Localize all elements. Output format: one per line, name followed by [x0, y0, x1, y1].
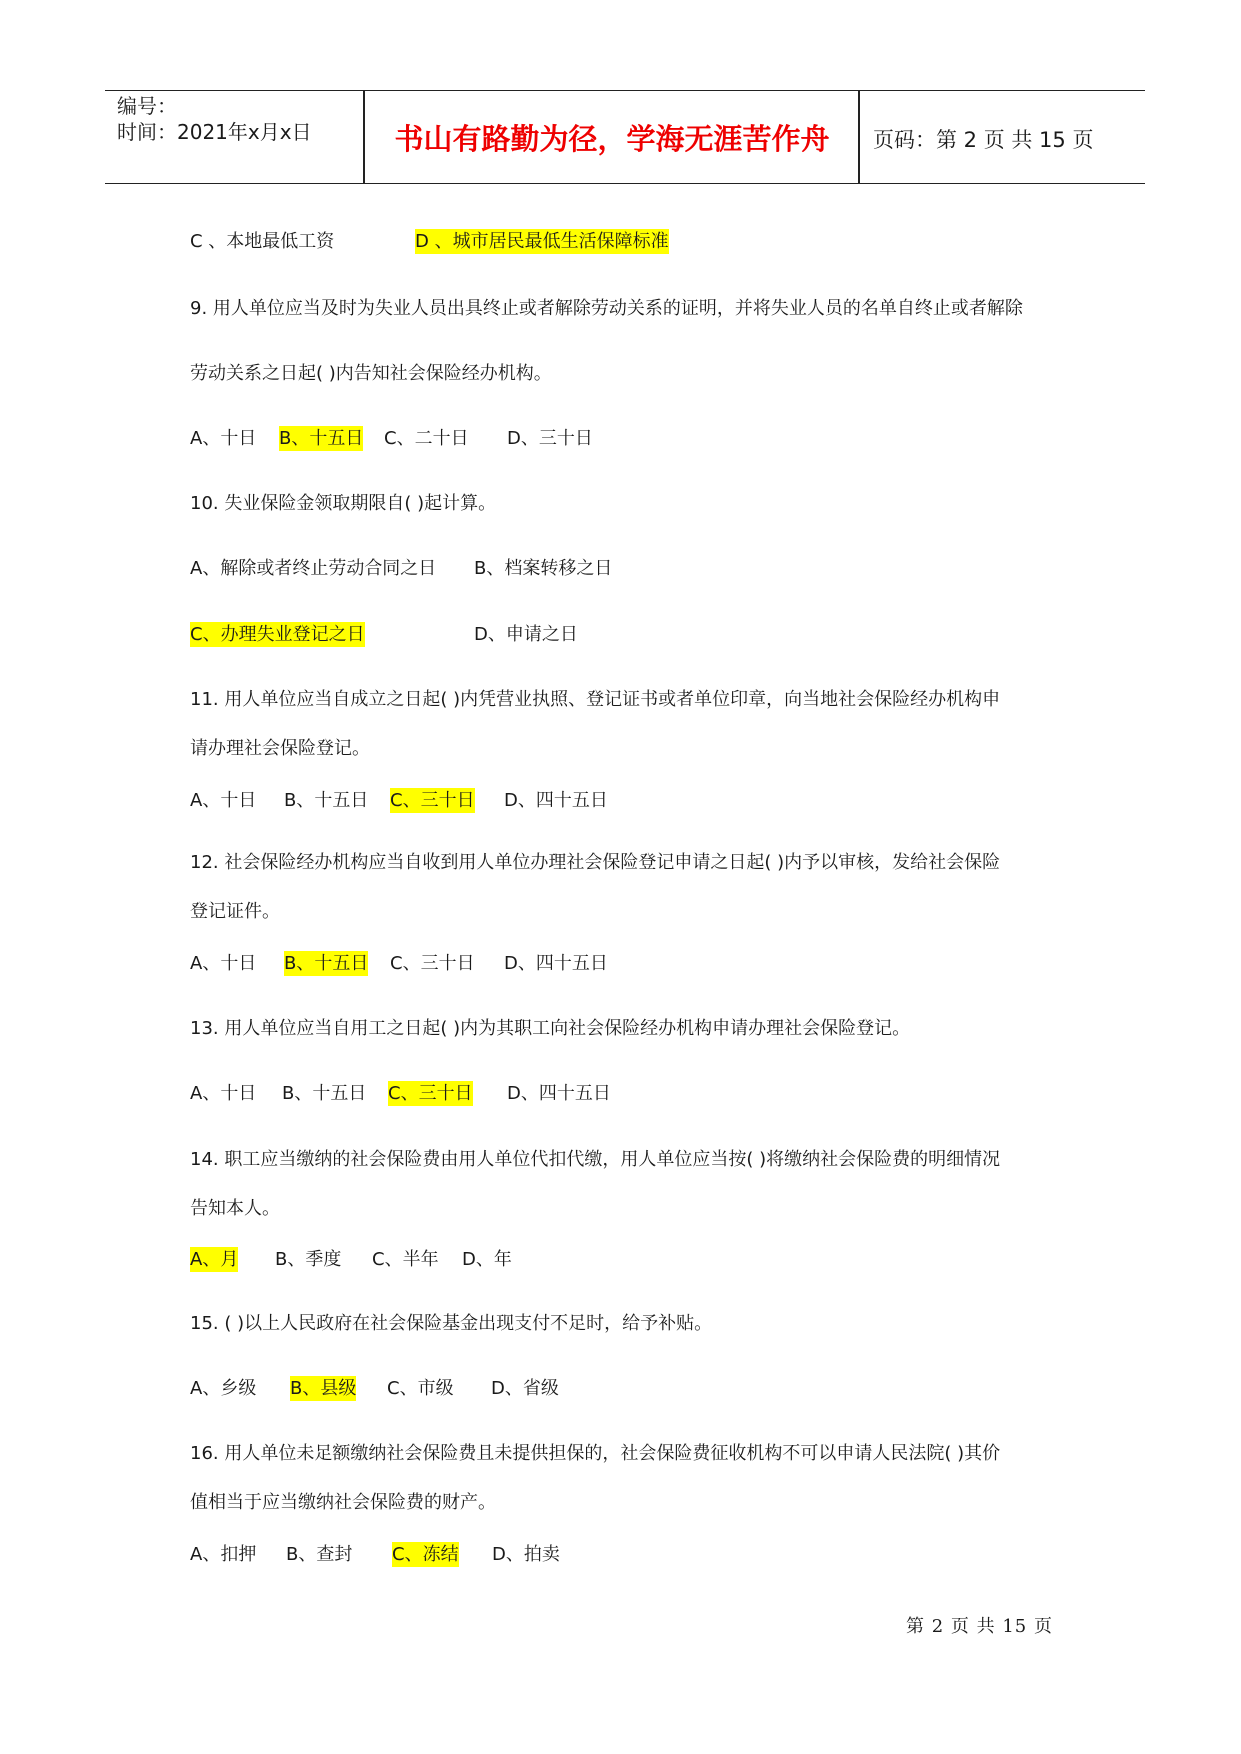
time-label: 时间：2021年x月x日 — [117, 120, 312, 144]
q15-option-d: D、省级 — [491, 1378, 559, 1399]
q10-option-b: B、档案转移之日 — [474, 558, 613, 579]
q15-option-c: C、市级 — [387, 1378, 454, 1399]
q13-option-b: B、十五日 — [282, 1083, 367, 1104]
q16-option-d: D、拍卖 — [492, 1544, 560, 1565]
q16-option-a: A、扣押 — [190, 1544, 257, 1565]
header-meta — [117, 93, 312, 145]
page-footer: 第 2 页 共 15 页 — [906, 1616, 1053, 1637]
q11-option-c-answer: C、三十日 — [390, 790, 475, 811]
q12-option-c: C、三十日 — [390, 953, 475, 974]
q12-text-line1: 12. 社会保险经办机构应当自收到用人单位办理社会保险登记申请之日起( )内予以审核，发给社会保险 — [190, 852, 1001, 873]
q13-option-a: A、十日 — [190, 1083, 257, 1104]
q12-text-line2: 登记证件。 — [190, 901, 280, 922]
q14-text-line2: 告知本人。 — [190, 1198, 280, 1219]
q10-option-c-answer: C、办理失业登记之日 — [190, 624, 365, 645]
q16-option-b: B、查封 — [286, 1544, 353, 1565]
q14-text-line1: 14. 职工应当缴纳的社会保险费由用人单位代扣代缴，用人单位应当按( )将缴纳社会保险费的明细情况 — [190, 1149, 1001, 1170]
page-header — [105, 90, 1145, 184]
q9-text-line2: 劳动关系之日起( )内告知社会保险经办机构。 — [190, 363, 552, 384]
q15-option-b-answer: B、县级 — [290, 1378, 357, 1399]
q9-option-d: D、三十日 — [507, 428, 593, 449]
header-motto: 书山有路勤为径，学海无涯苦作舟 — [394, 122, 830, 156]
q14-option-a-answer: A、月 — [190, 1249, 239, 1270]
header-page-label: 页码：第 2 页 共 15 页 — [873, 128, 1094, 152]
q13-text-line1: 13. 用人单位应当自用工之日起( )内为其职工向社会保险经办机构申请办理社会保险登记。 — [190, 1018, 911, 1039]
q10-text-line1: 10. 失业保险金领取期限自( )起计算。 — [190, 493, 497, 514]
header-divider-left — [363, 91, 365, 183]
q10-option-d: D、申请之日 — [474, 624, 578, 645]
q9-option-b-answer: B、十五日 — [279, 428, 364, 449]
q14-option-c: C、半年 — [372, 1249, 439, 1270]
q15-text-line1: 15. ( )以上人民政府在社会保险基金出现支付不足时，给予补贴。 — [190, 1313, 713, 1334]
q8-option-c: C 、本地最低工资 — [190, 231, 335, 252]
q9-option-a: A、十日 — [190, 428, 257, 449]
q12-option-a: A、十日 — [190, 953, 257, 974]
q11-text-line2: 请办理社会保险登记。 — [190, 738, 370, 759]
q12-option-d: D、四十五日 — [504, 953, 608, 974]
q13-option-d: D、四十五日 — [507, 1083, 611, 1104]
q16-option-c-answer: C、冻结 — [392, 1544, 459, 1565]
q9-option-c: C、二十日 — [384, 428, 469, 449]
q11-option-b: B、十五日 — [284, 790, 369, 811]
header-divider-right — [858, 91, 860, 183]
q14-option-b: B、季度 — [275, 1249, 342, 1270]
q11-option-a: A、十日 — [190, 790, 257, 811]
q13-option-c-answer: C、三十日 — [388, 1083, 473, 1104]
q15-option-a: A、乡级 — [190, 1378, 257, 1399]
q9-text-line1: 9. 用人单位应当及时为失业人员出具终止或者解除劳动关系的证明，并将失业人员的名单自终止或者解除 — [190, 298, 1023, 319]
q11-option-d: D、四十五日 — [504, 790, 608, 811]
q10-option-a: A、解除或者终止劳动合同之日 — [190, 558, 437, 579]
q12-option-b-answer: B、十五日 — [284, 953, 369, 974]
q16-text-line2: 值相当于应当缴纳社会保险费的财产。 — [190, 1492, 496, 1513]
q16-text-line1: 16. 用人单位未足额缴纳社会保险费且未提供担保的，社会保险费征收机构不可以申请人民法院( )其价 — [190, 1443, 1001, 1464]
number-label: 编号： — [117, 94, 177, 118]
q11-text-line1: 11. 用人单位应当自成立之日起( )内凭营业执照、登记证书或者单位印章，向当地社会保险经办机构申 — [190, 689, 1001, 710]
q14-option-d: D、年 — [462, 1249, 512, 1270]
q8-option-d-answer: D 、城市居民最低生活保障标准 — [415, 231, 669, 252]
